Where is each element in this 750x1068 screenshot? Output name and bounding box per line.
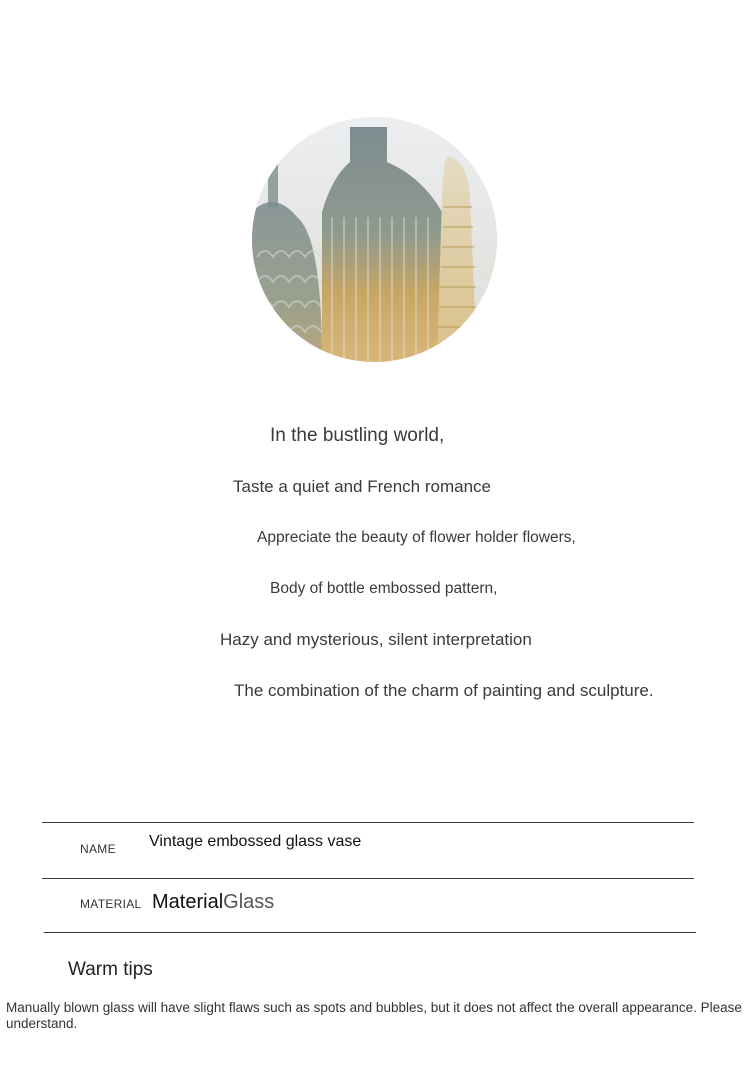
name-label: NAME [80, 842, 116, 856]
material-label: MATERIAL [80, 897, 142, 911]
poem-line-6: The combination of the charm of painting and sculpture. [234, 681, 654, 700]
left-vase-neck [268, 162, 278, 207]
product-photo [252, 117, 497, 362]
poem-line-1: In the bustling world, [270, 425, 445, 446]
name-value: Vintage embossed glass vase [149, 833, 362, 850]
poem-line-2: Taste a quiet and French romance [233, 477, 491, 496]
warm-tips-text: Manually blown glass will have slight flaws such as spots and bubbles, but it does not affect the overall appearance. Please understand. [6, 1000, 742, 1031]
material-value-glass: Glass [223, 891, 275, 913]
spec-divider-middle [42, 878, 694, 879]
vase-illustration [252, 117, 497, 362]
material-value-prefix: Material [152, 891, 224, 913]
poem-line-3: Appreciate the beauty of flower holder flowers, [257, 529, 576, 546]
spec-divider-bottom [44, 932, 696, 933]
poem-line-5: Hazy and mysterious, silent interpretation [220, 630, 532, 649]
spec-divider-top [42, 822, 694, 823]
poem-line-4: Body of bottle embossed pattern, [270, 580, 498, 597]
warm-tips-title: Warm tips [68, 959, 153, 980]
material-value [152, 891, 274, 914]
